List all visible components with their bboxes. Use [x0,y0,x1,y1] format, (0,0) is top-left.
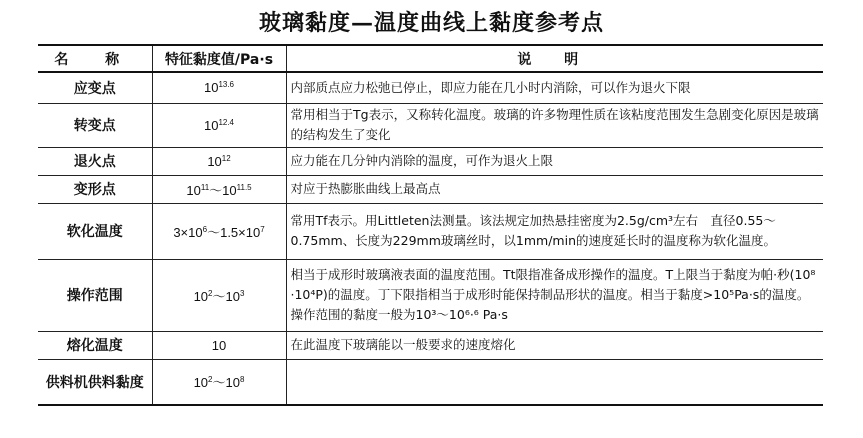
row-desc: 常用Tf表示。用Littleten法测量。该法规定加热悬挂密度为2.5g/cm³左右 直径0.55～0.75mm、长度为229mm玻璃丝时，以1mm/min的速度延长时的温度称为软化温度。 [286,203,823,259]
header-name: 名 称 [38,45,152,72]
row-desc: 相当于成形时玻璃液表面的温度范围。Tt限指准备成形操作的温度。T上限当于黏度为帕·秒(10⁸ ·10⁴P)的温度。丁下限指相当于成形时能保持制品形状的温度。相当于黏度>10⁵Pa·s的温度。操作范围的黏度一般为10³～10⁶·⁶ Pa·s [286,259,823,331]
table-header-row [38,45,823,72]
row-value: $10^{12}$ [152,147,286,175]
row-name: 操作范围 [38,259,152,331]
row-desc: 应力能在几分钟内消除的温度，可作为退火上限 [286,147,823,175]
table-row [38,331,823,359]
header-value: 特征黏度值/Pa·s [152,45,286,72]
row-name: 供料机供料黏度 [38,359,152,405]
table-row [38,103,823,147]
row-name: 熔化温度 [38,331,152,359]
viscosity-reference-table [38,44,823,406]
row-name: 退火点 [38,147,152,175]
row-value: $10^2\sim 10^3$ [152,259,286,331]
row-desc: 内部质点应力松弛已停止，即应力能在几小时内消除，可以作为退火下限 [286,72,823,103]
row-value: 10 [152,331,286,359]
row-desc [286,359,823,405]
row-desc: 常用相当于Tg表示，又称转化温度。玻璃的许多物理性质在该粘度范围发生急剧变化原因是玻璃的结构发生了变化 [286,103,823,147]
row-value: $3\times 10^6\sim 1.5\times 10^7$ [152,203,286,259]
page-title: 玻璃黏度—温度曲线上黏度参考点 [258,10,604,36]
row-value: $10^{12.4}$ [152,103,286,147]
row-name: 软化温度 [38,203,152,259]
row-value: $10^{11}\sim 10^{11.5}$ [152,175,286,203]
table-row [38,203,823,259]
table-row [38,175,823,203]
row-desc: 对应于热膨胀曲线上最高点 [286,175,823,203]
row-desc: 在此温度下玻璃能以一般要求的速度熔化 [286,331,823,359]
table-row [38,259,823,331]
row-name: 转变点 [38,103,152,147]
row-value: $10^{13.6}$ [152,72,286,103]
header-desc: 说 明 [286,45,823,72]
table-row [38,72,823,103]
row-name: 变形点 [38,175,152,203]
table-row [38,359,823,405]
row-name: 应变点 [38,72,152,103]
table-row [38,147,823,175]
row-value: $10^2\sim 10^8$ [152,359,286,405]
